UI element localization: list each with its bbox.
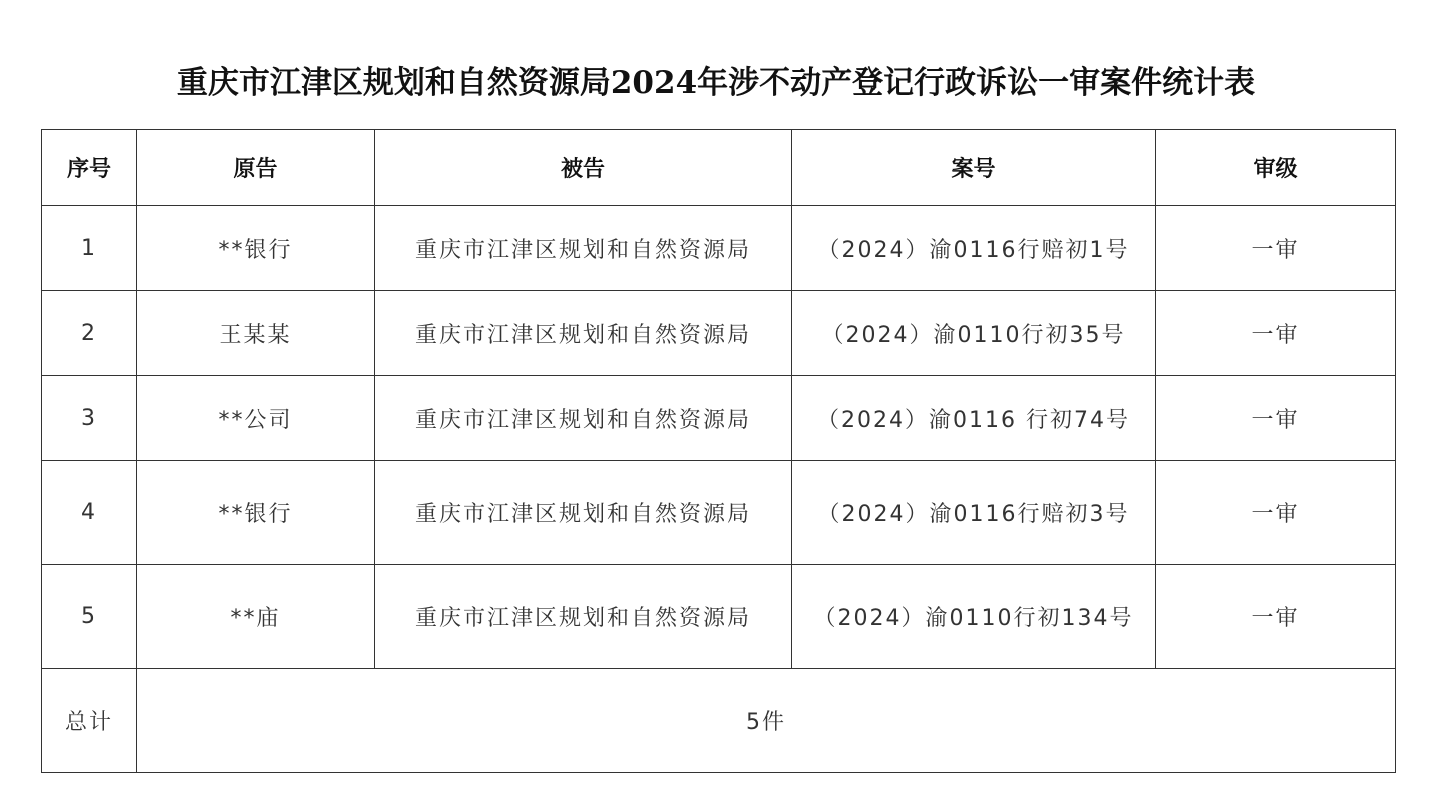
row-plaintiff: **银行 bbox=[137, 206, 375, 291]
header-trial-level: 审级 bbox=[1156, 130, 1396, 206]
table-row bbox=[42, 376, 1396, 461]
case-statistics-table bbox=[41, 129, 1396, 773]
row-trial-level: 一审 bbox=[1156, 565, 1396, 669]
row-case-number: （2024）渝0110行初35号 bbox=[792, 291, 1156, 376]
table-header-row bbox=[42, 130, 1396, 206]
total-row bbox=[42, 669, 1396, 773]
row-plaintiff: 王某某 bbox=[137, 291, 375, 376]
table-row bbox=[42, 206, 1396, 291]
row-case-number: （2024）渝0116行赔初3号 bbox=[792, 461, 1156, 565]
row-plaintiff: **公司 bbox=[137, 376, 375, 461]
row-defendant: 重庆市江津区规划和自然资源局 bbox=[375, 206, 792, 291]
total-value: 5件 bbox=[137, 669, 1396, 773]
row-index: 5 bbox=[42, 565, 137, 669]
row-trial-level: 一审 bbox=[1156, 461, 1396, 565]
total-label: 总计 bbox=[42, 669, 137, 773]
row-trial-level: 一审 bbox=[1156, 206, 1396, 291]
row-index: 1 bbox=[42, 206, 137, 291]
header-defendant: 被告 bbox=[375, 130, 792, 206]
document-title: 重庆市江津区规划和自然资源局2024年涉不动产登记行政诉讼一审案件统计表 bbox=[176, 65, 1256, 101]
row-trial-level: 一审 bbox=[1156, 291, 1396, 376]
row-defendant: 重庆市江津区规划和自然资源局 bbox=[375, 461, 792, 565]
row-plaintiff: **银行 bbox=[137, 461, 375, 565]
table-row bbox=[42, 291, 1396, 376]
header-case-number: 案号 bbox=[792, 130, 1156, 206]
row-case-number: （2024）渝0116行赔初1号 bbox=[792, 206, 1156, 291]
row-trial-level: 一审 bbox=[1156, 376, 1396, 461]
header-plaintiff: 原告 bbox=[137, 130, 375, 206]
header-index: 序号 bbox=[42, 130, 137, 206]
row-defendant: 重庆市江津区规划和自然资源局 bbox=[375, 565, 792, 669]
row-case-number: （2024）渝0110行初134号 bbox=[792, 565, 1156, 669]
row-case-number: （2024）渝0116 行初74号 bbox=[792, 376, 1156, 461]
table-row bbox=[42, 565, 1396, 669]
row-index: 3 bbox=[42, 376, 137, 461]
row-defendant: 重庆市江津区规划和自然资源局 bbox=[375, 376, 792, 461]
row-plaintiff: **庙 bbox=[137, 565, 375, 669]
table-row bbox=[42, 461, 1396, 565]
row-defendant: 重庆市江津区规划和自然资源局 bbox=[375, 291, 792, 376]
row-index: 2 bbox=[42, 291, 137, 376]
row-index: 4 bbox=[42, 461, 137, 565]
